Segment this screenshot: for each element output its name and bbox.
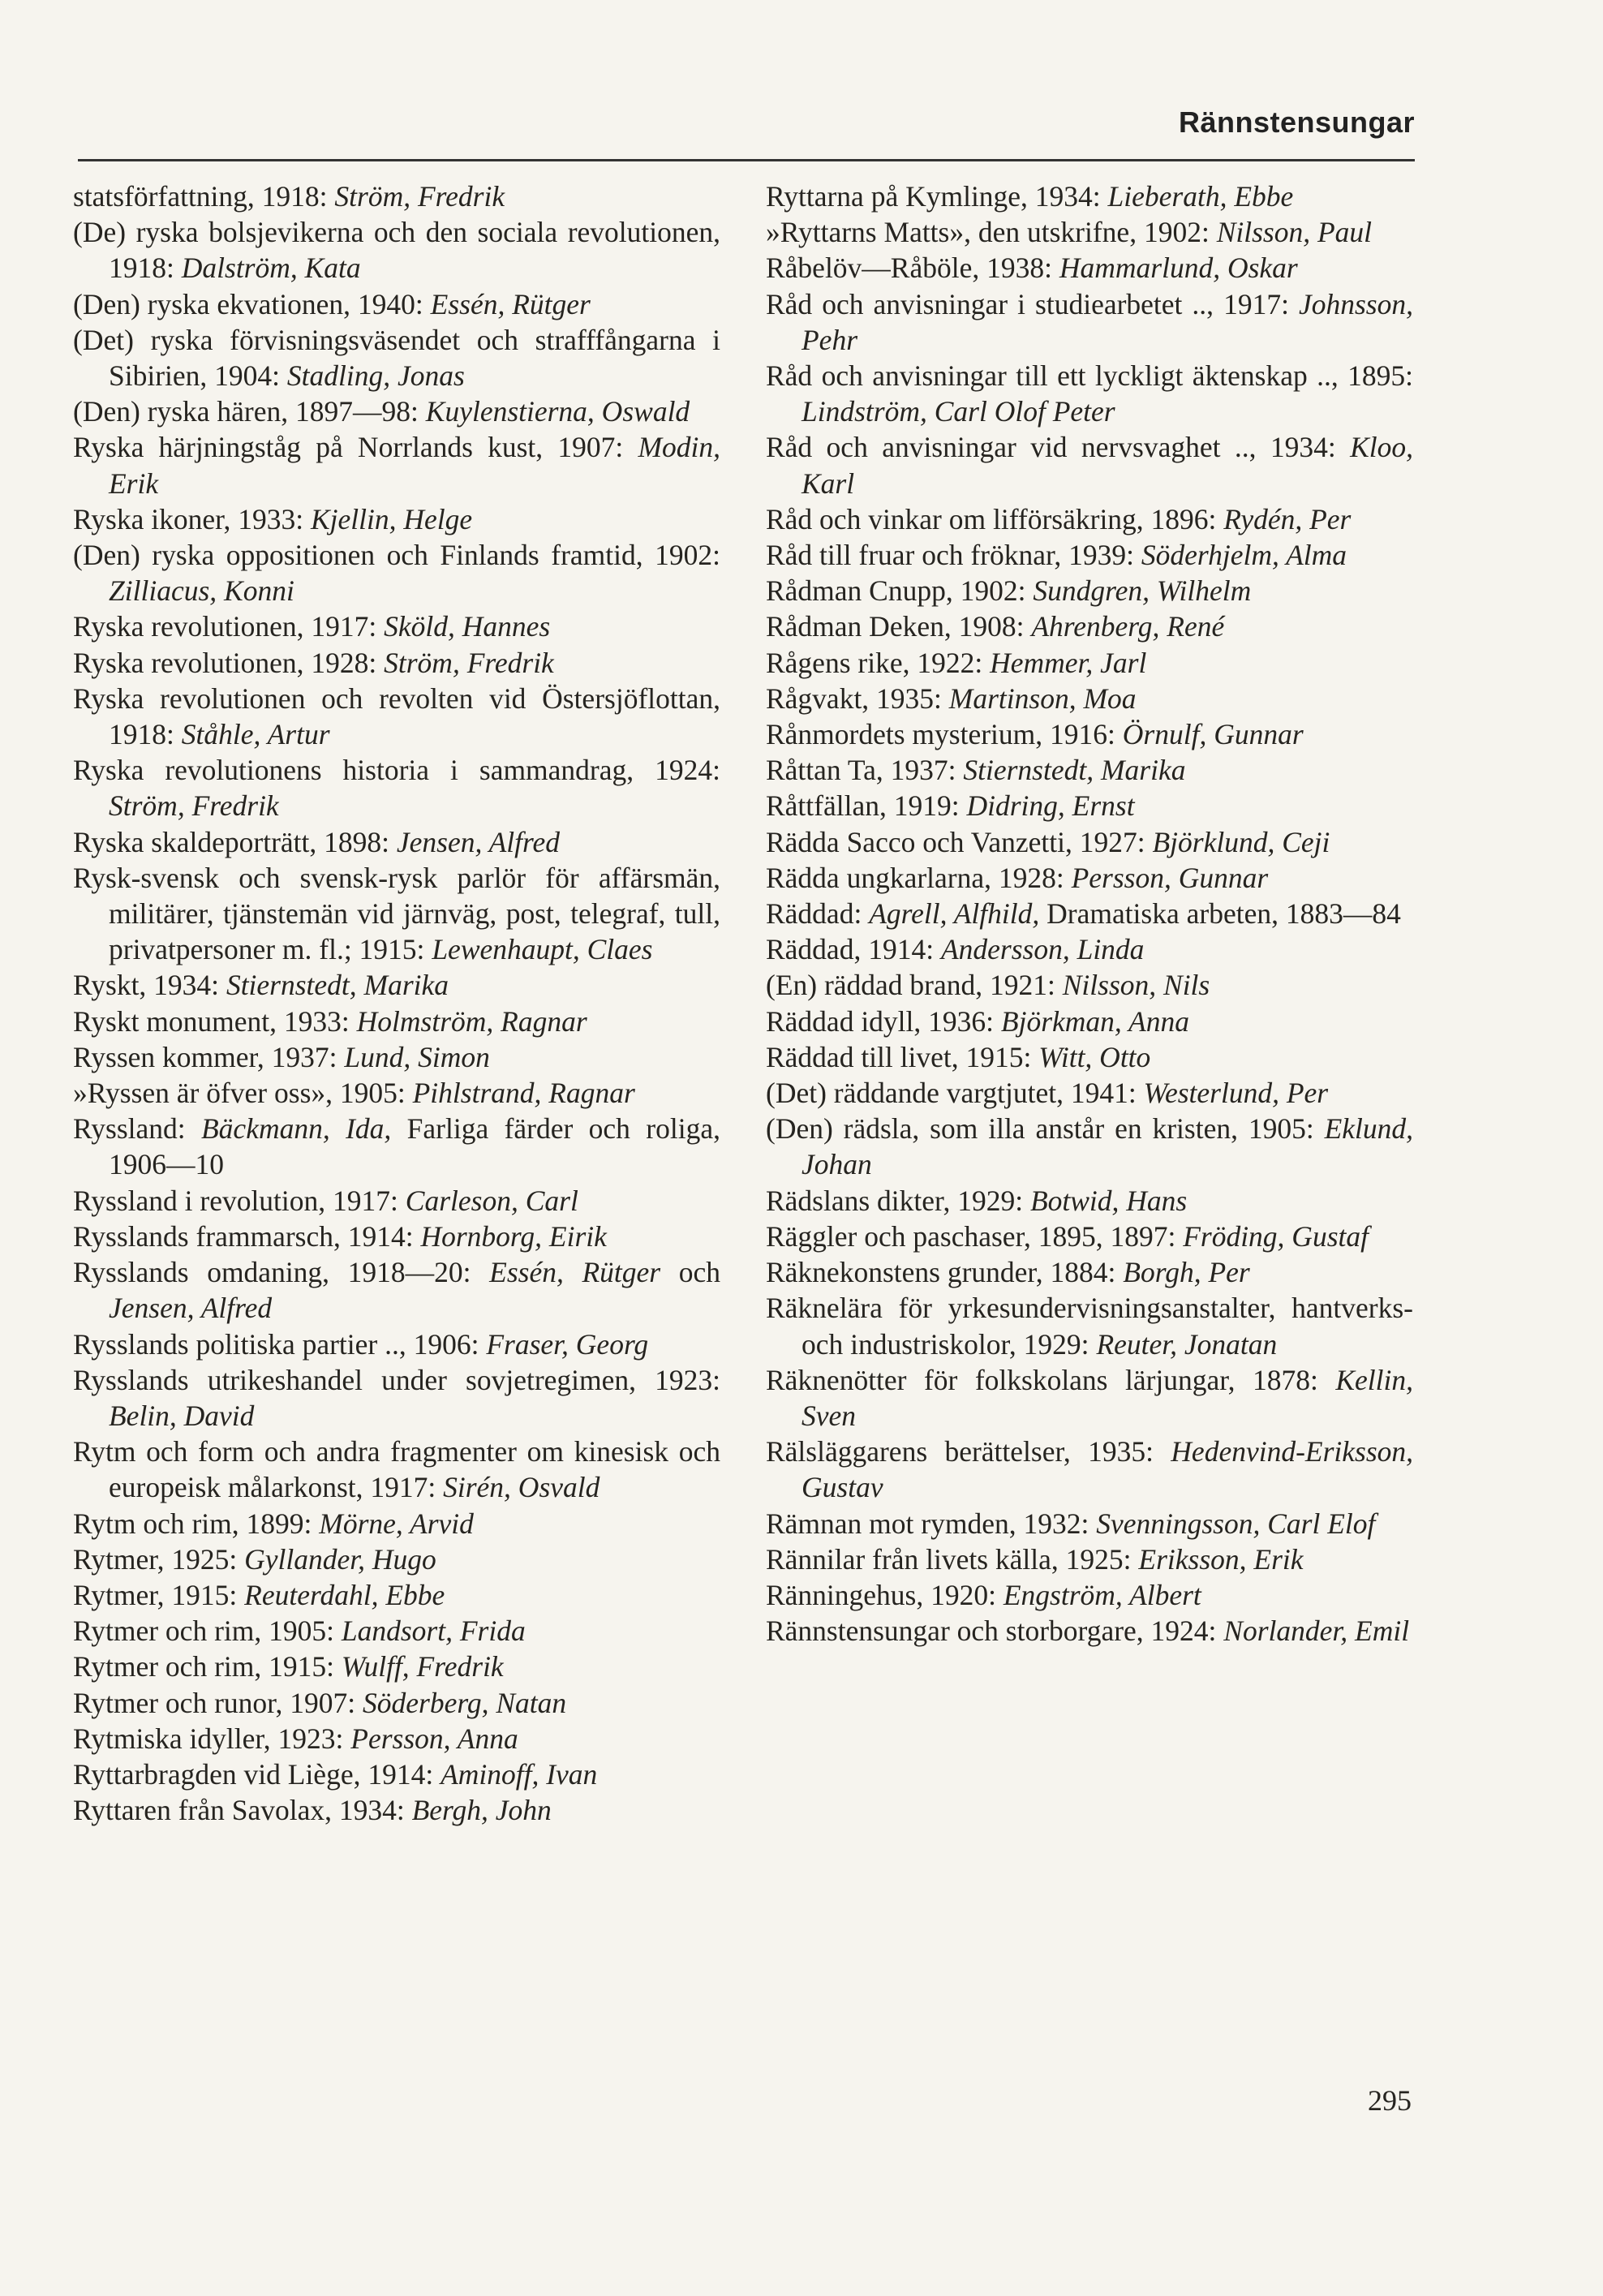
- entry-author: Agrell, Alfhild,: [869, 897, 1040, 931]
- entry-title: Räggler och paschaser, 1895, 1897:: [766, 1219, 1176, 1253]
- entry-author: Söderhjelm, Alma: [1141, 539, 1347, 572]
- catalog-entry: [766, 788, 1413, 823]
- entry-author: Westerlund, Per: [1143, 1077, 1329, 1110]
- entry-title: Rytmer, 1925:: [73, 1542, 238, 1576]
- entry-author: Nilsson, Nils: [1062, 969, 1210, 1002]
- entry-author: Essén, Rütger: [489, 1256, 661, 1289]
- catalog-entry: [766, 537, 1413, 573]
- entry-author: Belin, David: [109, 1399, 255, 1432]
- catalog-entry: [766, 1362, 1413, 1434]
- entry-author: Andersson, Linda: [940, 933, 1145, 966]
- entry-title: Råd och anvisningar vid nervsvaghet .., 1934:: [766, 431, 1336, 464]
- entry-author: Söderberg, Natan: [363, 1686, 567, 1719]
- catalog-entry: [73, 537, 720, 608]
- entry-title: Räddad till livet, 1915:: [766, 1040, 1032, 1073]
- catalog-entry: [766, 1039, 1413, 1075]
- entry-title: Rytmer, 1915:: [73, 1578, 238, 1611]
- entry-author: Björklund, Ceji: [1152, 825, 1330, 858]
- entry-title: Ryskt monument, 1933:: [73, 1004, 350, 1038]
- catalog-entry: [766, 931, 1413, 967]
- entry-author: Sundgren, Wilhelm: [1033, 574, 1252, 608]
- catalog-entry: [766, 824, 1413, 860]
- entry-author: Martinson, Moa: [948, 681, 1137, 715]
- catalog-entry: [766, 1613, 1413, 1649]
- entry-author: Hammarlund, Oskar: [1059, 252, 1298, 285]
- entry-title: Ryska revolutionen, 1928:: [73, 646, 377, 679]
- entry-author: Norlander, Emil: [1223, 1615, 1410, 1648]
- catalog-entry: [766, 573, 1413, 608]
- entry-author: Reuter, Jonatan: [1096, 1327, 1278, 1361]
- catalog-entry: [73, 1075, 720, 1111]
- catalog-entry: [766, 1183, 1413, 1219]
- page-number: 295: [1368, 2084, 1412, 2117]
- entry-author: Hemmer, Jarl: [990, 646, 1147, 679]
- catalog-entry: [73, 752, 720, 823]
- entry-title: Rytmer och rim, 1915:: [73, 1650, 334, 1683]
- entry-title: Ryska revolutionen, 1917:: [73, 610, 377, 643]
- entry-author: Nilsson, Paul: [1216, 216, 1373, 249]
- entry-extra: Dramatiska arbeten, 1883—84: [1046, 897, 1401, 931]
- entry-author: Johnsson, Pehr: [802, 287, 1413, 356]
- entry-author: Örnulf, Gunnar: [1122, 718, 1304, 751]
- entry-title: Rämnan mot rymden, 1932:: [766, 1507, 1089, 1540]
- catalog-entry: [766, 1541, 1413, 1577]
- entry-title: Rysk-svensk och svensk-rysk parlör för affärsmän, militärer, tjänstemän vid järnväg, post, telegraf, tull, privatpersoner m. fl.; 1915:: [73, 861, 720, 966]
- entry-author: Bergh, John: [411, 1794, 552, 1827]
- entry-title: Räddad idyll, 1936:: [766, 1004, 995, 1038]
- entry-title: »Ryttarns Matts», den utskrifne, 1902:: [766, 216, 1210, 249]
- catalog-entry: [766, 896, 1413, 931]
- entry-author: Reuterdahl, Ebbe: [244, 1578, 445, 1611]
- catalog-entry: [766, 645, 1413, 681]
- entry-author: Lindström, Carl Olof Peter: [802, 395, 1115, 428]
- entry-title: Räknenötter för folkskolans lärjungar, 1878:: [766, 1363, 1318, 1396]
- catalog-entry: [766, 250, 1413, 286]
- entry-title: »Ryssen är öfver oss», 1905:: [73, 1077, 406, 1110]
- entry-author: Kjellin, Helge: [310, 502, 473, 535]
- catalog-entry: [73, 1362, 720, 1434]
- catalog-entry: [766, 1577, 1413, 1613]
- entry-title: (Den) ryska oppositionen och Finlands framtid, 1902:: [73, 539, 720, 572]
- catalog-entry: [73, 1219, 720, 1254]
- entry-author: Kloo, Karl: [802, 431, 1413, 500]
- entry-author: Stiernstedt, Marika: [226, 969, 449, 1002]
- entry-title: Ryttarbragden vid Liège, 1914:: [73, 1757, 434, 1791]
- entry-extra: och: [678, 1256, 721, 1289]
- catalog-entry: [766, 178, 1413, 214]
- right-column: [766, 178, 1413, 1649]
- catalog-entry: [73, 1721, 720, 1756]
- catalog-entry: [73, 1756, 720, 1792]
- entry-author: Rydén, Per: [1223, 502, 1352, 535]
- entry-author: Persson, Anna: [350, 1722, 518, 1755]
- entry-author: Modin, Erik: [109, 431, 720, 500]
- entry-title: Ryskt, 1934:: [73, 969, 220, 1002]
- entry-author: Engström, Albert: [1003, 1578, 1201, 1611]
- catalog-entry: [73, 1434, 720, 1505]
- catalog-entry: [766, 681, 1413, 716]
- catalog-entry: [766, 358, 1413, 429]
- entry-title: Råd och anvisningar i studiearbetet .., 1917:: [766, 287, 1289, 320]
- catalog-entry: [73, 286, 720, 322]
- entry-title: Ryssen kommer, 1937:: [73, 1040, 337, 1073]
- catalog-entry: [73, 1111, 720, 1182]
- catalog-entry: [73, 967, 720, 1003]
- catalog-entry: [766, 1004, 1413, 1039]
- catalog-entry: [73, 1326, 720, 1362]
- entry-author: Stadling, Jonas: [286, 359, 465, 393]
- entry-title: Rälsläggarens berättelser, 1935:: [766, 1435, 1154, 1468]
- entry-author: Zilliacus, Konni: [109, 574, 294, 608]
- entry-title: Ränningehus, 1920:: [766, 1578, 996, 1611]
- entry-title: Rysslands omdaning, 1918—20:: [73, 1256, 471, 1289]
- catalog-entry: [766, 1219, 1413, 1254]
- entry-author: Borgh, Per: [1123, 1256, 1250, 1289]
- entry-title: Rånmordets mysterium, 1916:: [766, 718, 1115, 751]
- entry-title: Ryska revolutionen och revolten vid Östersjöflottan, 1918:: [73, 681, 720, 751]
- entry-author: Bäckmann, Ida,: [201, 1112, 392, 1146]
- entry-author: Ståhle, Artur: [181, 718, 330, 751]
- entry-title: Rytmiska idyller, 1923:: [73, 1722, 344, 1755]
- entry-title: Rådman Cnupp, 1902:: [766, 574, 1026, 608]
- entry-author: Ström, Fredrik: [109, 789, 279, 823]
- entry-author: Persson, Gunnar: [1071, 861, 1269, 894]
- catalog-entry: [766, 501, 1413, 537]
- catalog-entry: [73, 608, 720, 644]
- catalog-entry: [73, 860, 720, 968]
- entry-author: Fraser, Georg: [486, 1327, 649, 1361]
- entry-author: Ahrenberg, René: [1031, 610, 1225, 643]
- entry-author: Dalström, Kata: [181, 252, 361, 285]
- entry-title: statsförfattning, 1918:: [73, 180, 328, 213]
- entry-title: Rysslands utrikeshandel under sovjetregimen, 1923:: [73, 1363, 720, 1396]
- catalog-entry: [766, 1506, 1413, 1541]
- entry-title: (Den) rädsla, som illa anstår en kristen, 1905:: [766, 1112, 1314, 1146]
- catalog-entry: [73, 1004, 720, 1039]
- left-column: [73, 178, 720, 1828]
- catalog-entry: [766, 1290, 1413, 1361]
- catalog-entry: [766, 752, 1413, 788]
- entry-author: Svenningsson, Carl Elof: [1096, 1507, 1376, 1540]
- entry-author: Holmström, Ragnar: [356, 1004, 587, 1038]
- header-rule: [78, 159, 1415, 161]
- entry-title: Rädda ungkarlarna, 1928:: [766, 861, 1064, 894]
- entry-title: Ryska revolutionens historia i sammandrag, 1924:: [73, 754, 720, 787]
- catalog-entry: [73, 501, 720, 537]
- entry-title: Råd och anvisningar till ett lyckligt äktenskap .., 1895:: [766, 359, 1413, 393]
- entry-author: Wulff, Fredrik: [341, 1650, 504, 1683]
- catalog-entry: [766, 608, 1413, 644]
- entry-title: (Det) ryska förvisningsväsendet och strafffångarna i Sibirien, 1904:: [73, 323, 720, 393]
- entry-author: Hedenvind-Eriksson, Gustav: [802, 1435, 1414, 1504]
- entry-title: Räddad, 1914:: [766, 933, 935, 966]
- catalog-entry: [766, 214, 1413, 250]
- catalog-entry: [73, 1649, 720, 1684]
- catalog-entry: [73, 1541, 720, 1577]
- entry-title: Rågens rike, 1922:: [766, 646, 983, 679]
- entry-title: (Det) räddande vargtjutet, 1941:: [766, 1077, 1137, 1110]
- entry-title: (Den) ryska ekvationen, 1940:: [73, 287, 423, 320]
- entry-author: Björkman, Anna: [1000, 1004, 1189, 1038]
- catalog-entry: [73, 681, 720, 752]
- entry-title: Räknekonstens grunder, 1884:: [766, 1256, 1116, 1289]
- entry-author: Jensen, Alfred: [396, 825, 560, 858]
- catalog-entry: [766, 1254, 1413, 1290]
- entry-title: (Den) ryska hären, 1897—98:: [73, 395, 419, 428]
- catalog-entry: [766, 1111, 1413, 1182]
- entry-title: (De) ryska bolsjevikerna och den sociala revolutionen, 1918:: [73, 216, 720, 285]
- entry-title: Ryssland:: [73, 1112, 186, 1146]
- entry-title: Rädda Sacco och Vanzetti, 1927:: [766, 825, 1145, 858]
- catalog-entry: [73, 214, 720, 286]
- entry-title: Ryska skaldeporträtt, 1898:: [73, 825, 389, 858]
- catalog-entry: [73, 429, 720, 501]
- entry-title: Ryssland i revolution, 1917:: [73, 1184, 398, 1217]
- entry-title: Ryska härjningståg på Norrlands kust, 1907:: [73, 431, 624, 464]
- entry-title: Ryttarna på Kymlinge, 1934:: [766, 180, 1101, 213]
- entry-author: Kellin, Sven: [802, 1363, 1413, 1432]
- entry-title: Råttfällan, 1919:: [766, 789, 960, 823]
- running-head: Rännstensungar: [1178, 105, 1415, 139]
- catalog-entry: [73, 1685, 720, 1721]
- catalog-entry: [766, 860, 1413, 896]
- entry-author: Landsort, Frida: [341, 1615, 526, 1648]
- catalog-entry: [73, 1506, 720, 1541]
- entry-author: Ström, Fredrik: [334, 180, 505, 213]
- entry-title: Rytm och rim, 1899:: [73, 1507, 312, 1540]
- entry-title: Ryska ikoner, 1933:: [73, 502, 304, 535]
- catalog-entry: [766, 716, 1413, 752]
- entry-author: Witt, Otto: [1038, 1040, 1151, 1073]
- entry-title: Råd till fruar och fröknar, 1939:: [766, 539, 1135, 572]
- catalog-entry: [766, 967, 1413, 1003]
- catalog-entry: [73, 1183, 720, 1219]
- entry-title: Råttan Ta, 1937:: [766, 754, 956, 787]
- entry-author: Stiernstedt, Marika: [963, 754, 1186, 787]
- entry-author: Aminoff, Ivan: [441, 1757, 598, 1791]
- catalog-entry: [73, 1039, 720, 1075]
- entry-author: Botwid, Hans: [1029, 1184, 1188, 1217]
- entry-title: Råbelöv—Råböle, 1938:: [766, 252, 1052, 285]
- entry-title: Rytmer och rim, 1905:: [73, 1615, 334, 1648]
- catalog-entry: [73, 1792, 720, 1828]
- entry-author: Sirén, Osvald: [443, 1471, 600, 1504]
- entry-title: Rysslands politiska partier .., 1906:: [73, 1327, 479, 1361]
- entry-author: Didring, Ernst: [966, 789, 1135, 823]
- catalog-entry: [73, 824, 720, 860]
- catalog-entry: [73, 1613, 720, 1649]
- catalog-entry: [766, 429, 1413, 501]
- entry-title: Ryttaren från Savolax, 1934:: [73, 1794, 405, 1827]
- entry-author-secondary: Jensen, Alfred: [109, 1292, 273, 1325]
- entry-author: Hornborg, Eirik: [420, 1219, 607, 1253]
- catalog-entry: [73, 1577, 720, 1613]
- entry-title: (En) räddad brand, 1921:: [766, 969, 1055, 1002]
- entry-author: Lewenhaupt, Claes: [432, 933, 653, 966]
- entry-title: Rädslans dikter, 1929:: [766, 1184, 1024, 1217]
- entry-author: Gyllander, Hugo: [244, 1542, 436, 1576]
- entry-author: Fröding, Gustaf: [1183, 1219, 1369, 1253]
- catalog-entry: [73, 1254, 720, 1326]
- entry-author: Lund, Simon: [344, 1040, 490, 1073]
- entry-author: Pihlstrand, Ragnar: [412, 1077, 635, 1110]
- entry-title: Rytm och form och andra fragmenter om kinesisk och europeisk målarkonst, 1917:: [73, 1435, 720, 1504]
- entry-author: Lieberath, Ebbe: [1107, 180, 1294, 213]
- entry-author: Eklund, Johan: [802, 1112, 1414, 1181]
- entry-author: Eriksson, Erik: [1138, 1542, 1304, 1576]
- catalog-entry: [73, 322, 720, 393]
- entry-title: Rännstensungar och storborgare, 1924:: [766, 1615, 1217, 1648]
- entry-title: Rysslands frammarsch, 1914:: [73, 1219, 414, 1253]
- catalog-entry: [766, 286, 1413, 358]
- entry-title: Rågvakt, 1935:: [766, 681, 942, 715]
- entry-title: Räddad:: [766, 897, 862, 931]
- entry-title: Räknelära för yrkesundervisningsanstalter, hantverks- och industriskolor, 1929:: [766, 1292, 1413, 1361]
- entry-title: Rytmer och runor, 1907:: [73, 1686, 356, 1719]
- catalog-entry: [766, 1434, 1413, 1505]
- catalog-entry: [766, 1075, 1413, 1111]
- entry-author: Ström, Fredrik: [384, 646, 554, 679]
- entry-author: Carleson, Carl: [405, 1184, 578, 1217]
- entry-title: Råd och vinkar om lifförsäkring, 1896:: [766, 502, 1217, 535]
- entry-title: Rådman Deken, 1908:: [766, 610, 1025, 643]
- entry-title: Rännilar från livets källa, 1925:: [766, 1542, 1132, 1576]
- entry-author: Essén, Rütger: [430, 287, 591, 320]
- catalog-entry: [73, 178, 720, 214]
- catalog-entry: [73, 393, 720, 429]
- entry-author: Mörne, Arvid: [319, 1507, 474, 1540]
- entry-extra: Farliga färder och roliga, 1906—10: [109, 1112, 720, 1181]
- catalog-entry: [73, 645, 720, 681]
- entry-author: Kuylenstierna, Oswald: [425, 395, 690, 428]
- entry-author: Sköld, Hannes: [384, 610, 551, 643]
